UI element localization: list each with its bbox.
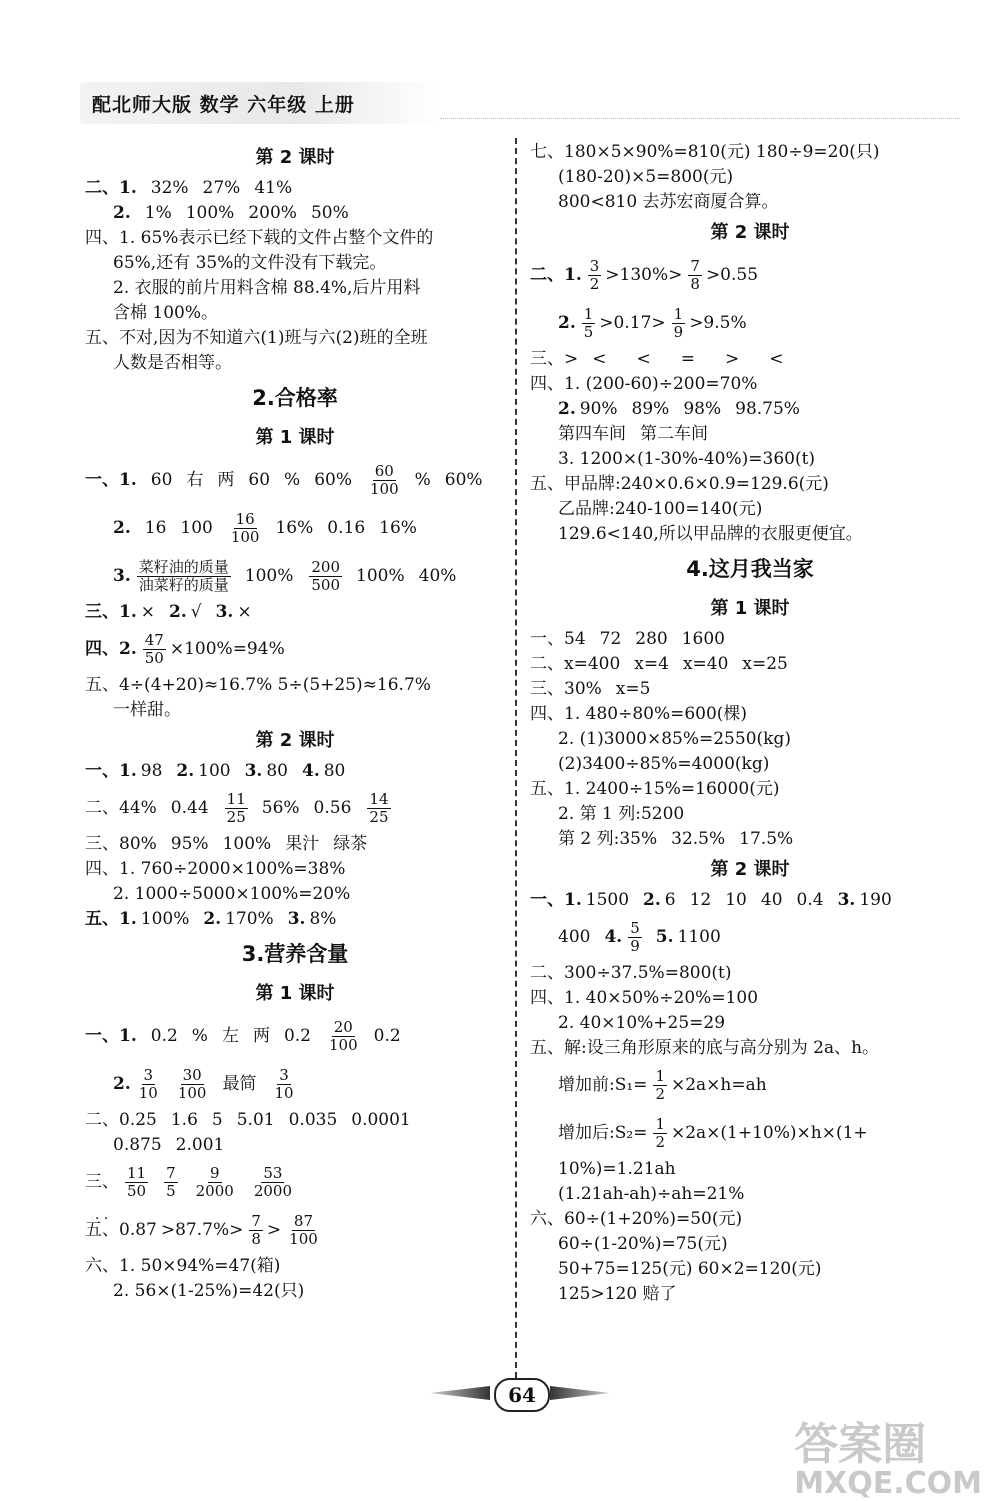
answer-line: 四、1. 480÷80%=600(棵): [530, 704, 748, 724]
fraction: $\frac{1}{9}$: [673, 305, 684, 341]
answer-line: 3. 1200×(1-30%-40%)=360(t): [558, 449, 816, 469]
answer-line: 四、1. (200-60)÷200=70%: [530, 374, 758, 394]
answer-line: 一样甜。: [113, 700, 181, 720]
answer-line: 第 2 列:35% 32.5% 17.5%: [558, 829, 794, 849]
answer-line: 二、1. 32% 27% 41%: [85, 178, 293, 198]
answer-line: 二、300÷37.5%=800(t): [530, 963, 732, 983]
answer-line: 三、> < < = > <: [530, 349, 784, 369]
fraction: $\frac{3}{10}$: [138, 1066, 158, 1102]
answer-line: 10%)=1.21ah: [558, 1159, 676, 1179]
watermark-url: MXQE.COM: [794, 1466, 982, 1501]
answer-line: 第四车间 第二车间: [558, 424, 708, 444]
fraction: $\frac{5}{9}$: [630, 919, 640, 955]
answer-line: 四、2. $\frac{47}{50}$ ×100%=94%: [85, 631, 285, 667]
answer-line: 三、1. × 2. √ 3. ×: [85, 602, 252, 622]
fraction: $\frac{3}{2}$: [589, 257, 600, 293]
answer-line: (180-20)×5=800(元): [558, 167, 734, 187]
watermark-logo: [794, 1408, 982, 1501]
answer-line: 四、1. 65%表示已经下载的文件占整个文件的: [85, 228, 434, 248]
lesson-title: 第 1 课时: [710, 598, 790, 619]
answer-line: 一、1. 60 右 两 60 % 60% $\frac{60}{100}$ % 60%: [85, 462, 483, 498]
answer-line: 2. 40×10%+25=29: [558, 1013, 726, 1033]
answer-line: 三、30% x=5: [530, 679, 651, 699]
answer-line: 六、1. 50×94%=47(箱): [85, 1256, 281, 1276]
column-divider: [515, 138, 517, 1378]
fraction: $\frac{1}{5}$: [583, 305, 594, 341]
section-title: 2.合格率: [252, 385, 338, 410]
answer-line: 2. (1)3000×85%=2550(kg): [558, 729, 791, 749]
fraction: $\frac{1}{2}$: [655, 1067, 665, 1103]
fraction: $\frac{3}{10}$: [274, 1066, 294, 1102]
answer-line: 增加前:S₁= $\frac{1}{2}$ ×2a×h=ah: [558, 1067, 767, 1103]
left-column: [85, 140, 505, 1304]
answer-line: 2. 1% 100% 200% 50%: [113, 203, 349, 223]
answer-line: 五、解:设三角形原来的底与高分别为 2a、h。: [530, 1038, 880, 1058]
fraction: $\frac{16}{100}$: [230, 510, 260, 546]
answer-line: 65%,还有 35%的文件没有下载完。: [113, 253, 387, 273]
fraction: $\frac{47}{50}$: [144, 631, 164, 667]
answer-line: 一、1. 0.2 % 左 两 0.2 $\frac{20}{100}$ 0.2: [85, 1018, 401, 1054]
fraction: $\frac{9}{2000}$: [195, 1164, 234, 1200]
fraction: $\frac{11}{25}$: [226, 790, 246, 826]
fraction: $\frac{20}{100}$: [329, 1018, 358, 1054]
fraction: $\frac{87}{100}$: [289, 1212, 318, 1248]
page-header: [80, 82, 440, 124]
answer-line: 2. $\frac{1}{5}$ >0.17> $\frac{1}{9}$ >9.5%: [558, 305, 747, 341]
answer-line: 50+75=125(元) 60×2=120(元): [558, 1259, 822, 1279]
answer-line: 二、1. $\frac{3}{2}$ >130%> $\frac{7}{8}$ >0.55: [530, 257, 759, 293]
answer-line: 一、1. 1500 2. 6 12 10 40 0.4 3. 190: [530, 890, 892, 910]
lesson-title: 第 2 课时: [255, 730, 335, 751]
answer-line: 六、60÷(1+20%)=50(元): [530, 1209, 743, 1229]
answer-line: 二、44% 0.44 $\frac{11}{25}$ 56% 0.56 $\frac{14}{25}$: [85, 790, 389, 826]
fraction: $\frac{14}{25}$: [369, 790, 389, 826]
fraction: $\frac{7}{8}$: [251, 1212, 261, 1248]
answer-line: 五、不对,因为不知道六(1)班与六(2)班的全班: [85, 328, 428, 348]
answer-line: 2. 16 100 $\frac{16}{100}$ 16% 0.16 16%: [113, 510, 417, 546]
answer-line: 七、180×5×90%=810(元) 180÷9=20(只): [530, 142, 880, 162]
section-title: 3.营养含量: [241, 941, 349, 966]
fraction: $\frac{11}{50}$: [127, 1164, 147, 1200]
answer-line: 129.6<140,所以甲品牌的衣服更便宜。: [558, 524, 863, 544]
answer-line: 一、54 72 280 1600: [530, 629, 725, 649]
fraction: $\frac{\text{菜籽油的质量}}{\text{油菜籽的质量}}$: [138, 558, 229, 594]
page-footer: [430, 1376, 610, 1412]
answer-line: 增加后:S₂= $\frac{1}{2}$ ×2a×(1+10%)×h×(1+: [558, 1115, 868, 1151]
answer-line: 125>120 赔了: [558, 1284, 677, 1304]
answer-line: (1.21ah-ah)÷ah=21%: [558, 1184, 745, 1204]
answer-line: 五、1. 100% 2. 170% 3. 8%: [85, 909, 337, 929]
fraction: $\frac{7}{5}$: [166, 1164, 176, 1200]
answer-line: 二、x=400 x=4 x=40 x=25: [530, 654, 788, 674]
answer-line: 人数是否相等。: [113, 353, 232, 373]
header-rule: [440, 118, 960, 120]
answer-line: 三、80% 95% 100% 果汁 绿茶: [85, 834, 368, 854]
fraction: $\frac{30}{100}$: [177, 1066, 207, 1102]
answer-line: 3. $\frac{\text{菜籽油的质量}}{\text{油菜籽的质量}}$ 100% $\frac{200}{500}$ 100% 40%: [113, 558, 457, 594]
answer-line: 2. 1000÷5000×100%=20%: [113, 884, 351, 904]
lesson-title: 第 2 课时: [710, 222, 790, 243]
header-title: 配北师大版 数学 六年级 上册: [92, 94, 355, 116]
answer-line: · · 五、0.87 >87.7%> $\frac{7}{8}$ > $\frac{87}{100}$: [85, 1206, 505, 1254]
watermark-text: 答案圈: [794, 1419, 927, 1470]
lesson-title: 第 1 课时: [255, 983, 335, 1004]
answer-line: (2)3400÷85%=4000(kg): [558, 754, 770, 774]
fraction: $\frac{53}{2000}$: [253, 1164, 293, 1200]
answer-line: 一、1. 98 2. 100 3. 80 4. 80: [85, 761, 346, 781]
page-number: 64: [494, 1378, 550, 1412]
lesson-title: 第 2 课时: [255, 147, 335, 168]
fraction: $\frac{60}{100}$: [369, 462, 399, 498]
answer-line: 二、0.25 1.6 5 5.01 0.035 0.0001: [85, 1110, 411, 1130]
answer-line: 四、1. 40×50%÷20%=100: [530, 988, 759, 1008]
answer-line: 2. $\frac{3}{10}$ $\frac{30}{100}$ 最简 $\frac{3}{10}$: [113, 1066, 294, 1102]
answer-line: 60÷(1-20%)=75(元): [558, 1234, 728, 1254]
right-column: [530, 140, 970, 1307]
footer-ornament-left: [430, 1386, 490, 1400]
answer-line: 2. 衣服的前片用料含棉 88.4%,后片用料: [113, 278, 421, 298]
section-title: 4.这月我当家: [686, 556, 814, 581]
answer-line: 0.875 2.001: [113, 1135, 225, 1155]
fraction: $\frac{200}{500}$: [311, 558, 341, 594]
answer-line: 2. 第 1 列:5200: [558, 804, 685, 824]
answer-line: 三、 $\frac{11}{50}$ $\frac{7}{5}$ $\frac{9}{2000}$ $\frac{53}{2000}$: [85, 1164, 293, 1200]
lesson-title: 第 1 课时: [255, 427, 335, 448]
answer-line: 五、4÷(4+20)≈16.7% 5÷(5+25)≈16.7%: [85, 675, 431, 695]
answer-line: 2. 56×(1-25%)=42(只): [113, 1281, 305, 1301]
answer-line: 乙品牌:240-100=140(元): [558, 499, 763, 519]
answer-line: 五、1. 2400÷15%=16000(元): [530, 779, 780, 799]
lesson-title: 第 2 课时: [710, 859, 790, 880]
answer-line: 800<810 去苏宏商厦合算。: [558, 192, 779, 212]
answer-line: 五、甲品牌:240×0.6×0.9=129.6(元): [530, 474, 829, 494]
answer-line: 四、1. 760÷2000×100%=38%: [85, 859, 346, 879]
fraction: $\frac{1}{2}$: [655, 1115, 665, 1151]
fraction: $\frac{7}{8}$: [690, 257, 700, 293]
answer-line: 400 4. $\frac{5}{9}$ 5. 1100: [558, 919, 721, 955]
answer-line: 含棉 100%。: [113, 303, 219, 323]
answer-line: 2. 90% 89% 98% 98.75%: [558, 399, 800, 419]
footer-ornament-right: [550, 1386, 610, 1400]
